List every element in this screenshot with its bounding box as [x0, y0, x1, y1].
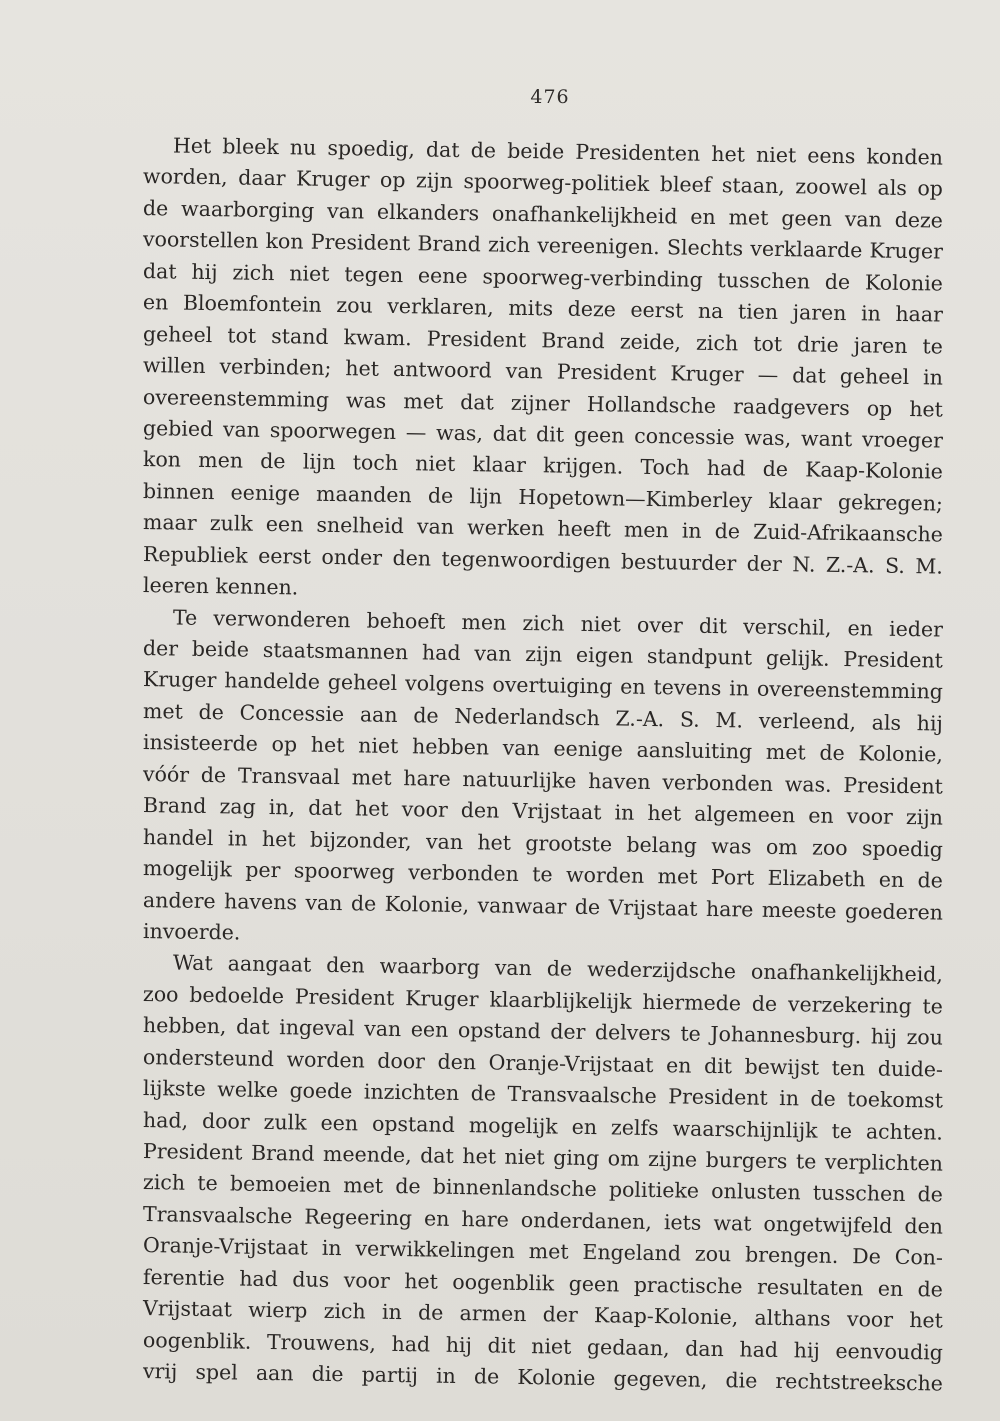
text-line: Republiek eerst onder den tegenwoordigen bestuurder der N. Z.-A. S. M.: [142, 541, 944, 579]
text-line: invoerde.: [142, 918, 241, 945]
text-line: lijkste welke goede inzichten de Transvaalsche President in de toekomst: [142, 1076, 944, 1113]
text-line: oogenblik. Trouwens, had hij dit niet gedaan, dan had hij eenvoudig: [142, 1327, 944, 1365]
text-line: zich te bemoeien met de binnenlandsche politieke onlusten tusschen de: [142, 1170, 944, 1208]
text-line: insisteerde op het niet hebben van eenige aansluiting met de Kolonie,: [142, 730, 944, 767]
text-line: Oranje-Vrijstaat in verwikkelingen met Engeland zou brengen. De Con-: [142, 1233, 944, 1270]
text-line: Kruger handelde geheel volgens overtuiging en tevens in overeenstemming: [142, 667, 944, 705]
text-line: geheel tot stand kwam. President Brand zeide, zich tot drie jaren te: [142, 321, 944, 359]
text-line: willen verbinden; het antwoord van President Kruger — dat geheel in: [142, 353, 944, 390]
body-text: [142, 130, 944, 1396]
text-line: President Brand meende, dat het niet ging om zijne burgers te verplichten: [142, 1139, 944, 1176]
text-line: ferentie had dus voor het oogenblik geen practische resultaten en de: [142, 1264, 944, 1302]
text-line: Te verwonderen behoeft men zich niet over dit verschil, en ieder: [172, 605, 944, 642]
text-line: Transvaalsche Regeering en hare onderdanen, iets wat ongetwijfeld den: [142, 1201, 944, 1239]
text-line: Vrijstaat wierp zich in de armen der Kaap-Kolonie, althans voor het: [142, 1296, 944, 1333]
text-line: handel in het bijzonder, van het grootste belang was om zoo spoedig: [142, 824, 944, 862]
text-line: had, door zulk een opstand mogelijk en zelfs waarschijnlijk te achten.: [142, 1107, 944, 1145]
page-number: 476: [530, 86, 570, 108]
text-line: worden, daar Kruger op zijn spoorweg-politiek bleef staan, zoowel als op: [142, 164, 944, 202]
text-line: Brand zag in, dat het voor den Vrijstaat in het algemeen en voor zijn: [142, 793, 944, 830]
text-line: mogelijk per spoorweg verbonden te worden met Port Elizabeth en de: [142, 856, 944, 893]
text-line: leeren kennen.: [142, 573, 299, 600]
text-line: hebben, dat ingeval van een opstand der delvers te Johannesburg. hij zou: [142, 1013, 944, 1050]
text-line: zoo bedoelde President Kruger klaarblijkelijk hiermede de verzekering te: [142, 981, 944, 1019]
text-line: binnen eenige maanden de lijn Hopetown—Kimberley klaar gekregen;: [142, 478, 944, 516]
text-line: andere havens van de Kolonie, vanwaar de Vrijstaat hare meeste goederen: [142, 887, 944, 925]
text-line: maar zulk een snelheid van werken heeft men in de Zuid-Afrikaansche: [142, 510, 944, 547]
text-line: en Bloemfontein zou verklaren, mits deze eerst na tien jaren in haar: [142, 290, 944, 327]
text-line: met de Concessie aan de Nederlandsch Z.-A. S. M. verleend, als hij: [142, 698, 944, 736]
text-line: gebied van spoorwegen — was, dat dit geen concessie was, want vroeger: [142, 415, 944, 453]
text-line: kon men de lijn toch niet klaar krijgen. Toch had de Kaap-Kolonie: [142, 447, 944, 484]
text-line: dat hij zich niet tegen eene spoorweg-verbinding tusschen de Kolonie: [142, 258, 944, 296]
text-line: de waarborging van elkanders onafhankelijkheid en met geen van deze: [142, 195, 944, 233]
text-line: Het bleek nu spoedig, dat de beide Presidenten het niet eens konden: [172, 133, 944, 170]
text-line: der beide staatsmannen had van zijn eigen standpunt gelijk. President: [142, 636, 944, 673]
text-line: vóór de Transvaal met hare natuurlijke haven verbonden was. President: [142, 761, 944, 799]
text-line: vrij spel aan die partij in de Kolonie gegeven, die rechtstreeksche: [142, 1359, 944, 1396]
text-line: Wat aangaat den waarborg van de wederzijdsche onafhankelijkheid,: [172, 950, 944, 987]
text-line: ondersteund worden door den Oranje-Vrijstaat en dit bewijst ten duide-: [142, 1044, 944, 1082]
text-line: voorstellen kon President Brand zich vereenigen. Slechts verklaarde Kruger: [142, 227, 944, 264]
text-line: overeenstemming was met dat zijner Hollandsche raadgevers op het: [142, 384, 944, 422]
